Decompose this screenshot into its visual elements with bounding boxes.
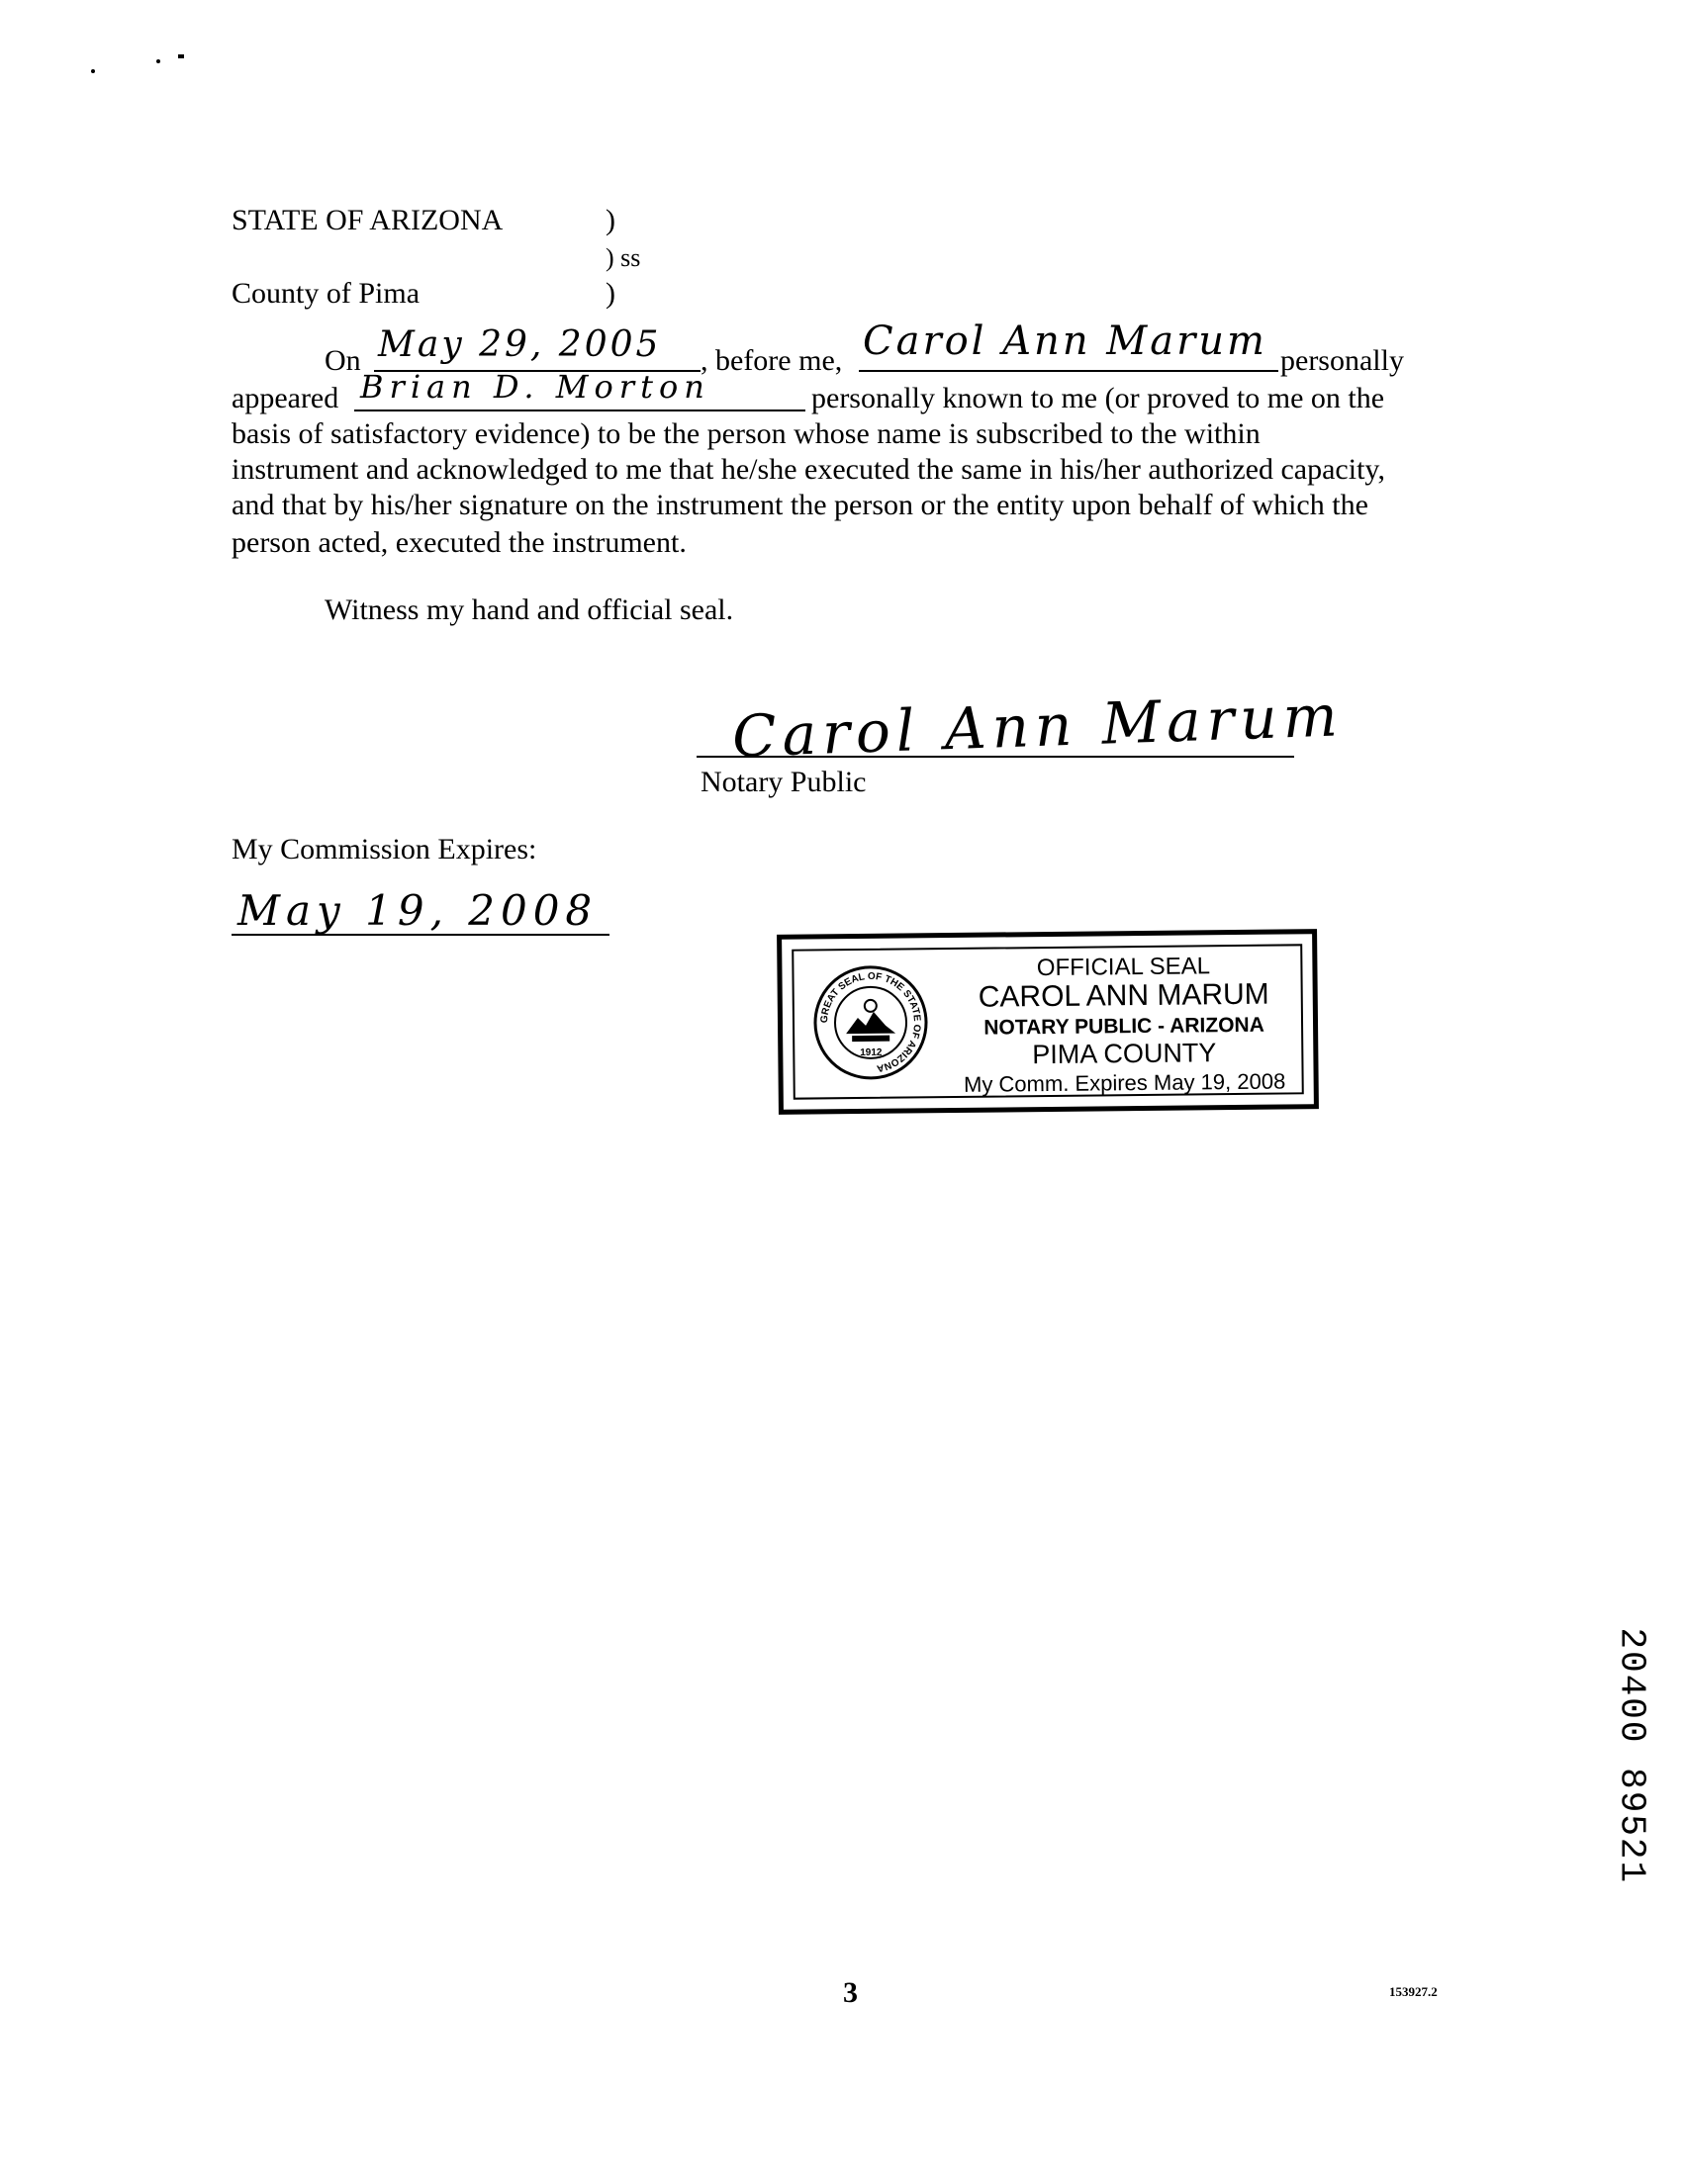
seal-line5: My Comm. Expires May 19, 2008 — [963, 1068, 1286, 1097]
scan-speck — [178, 54, 184, 58]
doc-code: 153927.2 — [1389, 1984, 1438, 1999]
ack-line3: basis of satisfactory evidence) to be the person whose name is subscribed to the within — [232, 417, 1261, 450]
notary-public-label: Notary Public — [701, 766, 867, 798]
venue-paren: ) — [606, 277, 615, 310]
scan-speck — [91, 69, 95, 73]
ack-before-me: , before me, — [701, 344, 843, 377]
recording-number — [1603, 1622, 1662, 1885]
ack-appeared: appeared — [232, 382, 339, 414]
emblem-year: 1912 — [860, 1046, 883, 1058]
ack-line2: personally known to me (or proved to me on the — [811, 382, 1385, 414]
page-number: 3 — [843, 1976, 858, 2009]
ack-line5: and that by his/her signature on the instrument the person or the entity upon behalf of which the — [232, 489, 1368, 521]
seal-line3: NOTARY PUBLIC - ARIZONA — [983, 1013, 1264, 1040]
ack-notary-handwritten: Carol Ann Marum — [863, 318, 1267, 364]
venue-paren: ) — [606, 204, 615, 236]
emblem-ring-text: GREAT SEAL OF THE STATE OF ARIZONA — [818, 970, 923, 1074]
seal-line2: CAROL ANN MARUM — [978, 977, 1269, 1014]
arizona-state-seal-emblem — [811, 963, 929, 1081]
venue-county: County of Pima — [232, 277, 421, 310]
seal-line1: OFFICIAL SEAL — [1036, 953, 1211, 982]
recording-number-text: 20400 89521 — [1611, 1627, 1652, 1885]
signature-line — [697, 712, 1294, 758]
commission-date-line — [232, 892, 609, 936]
ack-signer-handwritten: Brian D. Morton — [360, 368, 710, 406]
ack-date-handwritten: May 29, 2005 — [378, 324, 662, 365]
seal-line4: PIMA COUNTY — [1032, 1038, 1217, 1070]
ack-personally: personally — [1280, 344, 1404, 377]
witness-text: Witness my hand and official seal. — [325, 593, 734, 626]
ack-line4: instrument and acknowledged to me that he/she executed the same in his/her authorized capacity, — [232, 453, 1385, 486]
official-seal-stamp — [777, 929, 1319, 1115]
commission-label: My Commission Expires: — [232, 833, 537, 865]
commission-date-handwritten: May 19, 2008 — [237, 886, 599, 935]
notary-signature: Carol Ann Marum — [731, 682, 1345, 771]
scan-speck — [156, 59, 160, 63]
ack-on: On — [325, 344, 361, 377]
ack-line6: person acted, executed the instrument. — [232, 526, 687, 559]
venue-ss: ) ss — [606, 243, 641, 272]
venue-state: STATE OF ARIZONA — [232, 204, 504, 236]
